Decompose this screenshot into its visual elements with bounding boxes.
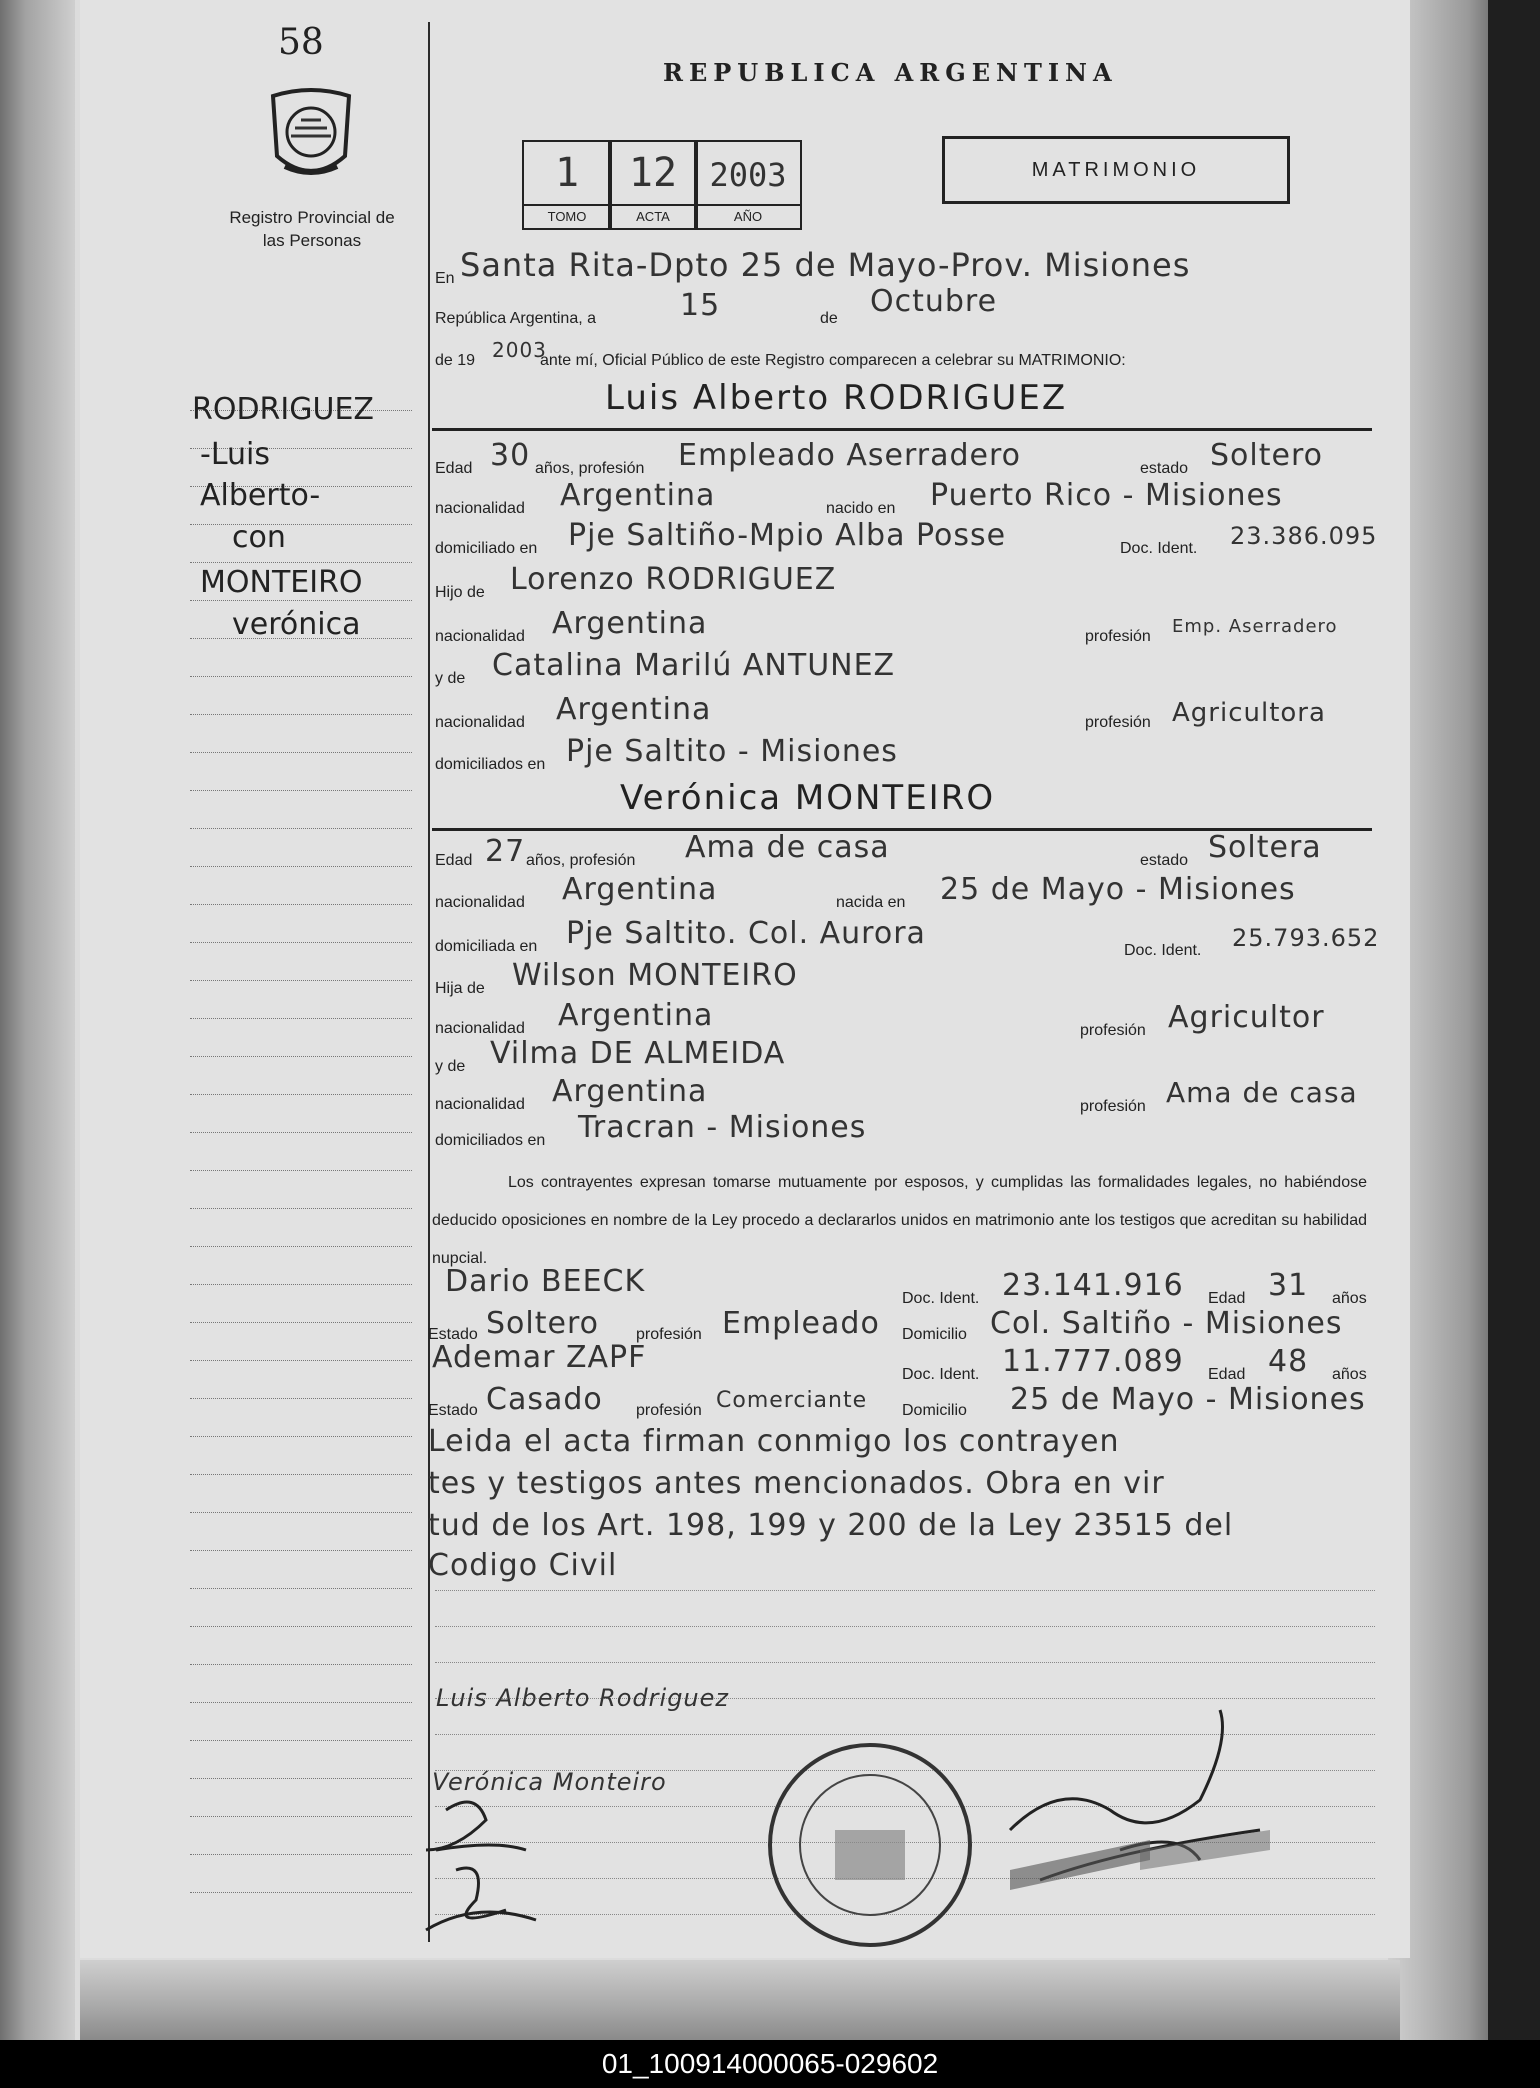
margin-ruled-line xyxy=(190,1816,412,1817)
book-binding xyxy=(0,0,75,2040)
tomo-box xyxy=(522,140,612,230)
label: Doc. Ident. xyxy=(902,1366,980,1383)
margin-line: MONTEIRO xyxy=(200,565,363,600)
margin-ruled-line xyxy=(190,1664,412,1665)
bride-name: Verónica MONTEIRO xyxy=(620,778,996,818)
label: nacionalidad xyxy=(435,500,525,517)
witness1-age: 31 xyxy=(1268,1268,1309,1303)
groom-signature: Luis Alberto Rodriguez xyxy=(436,1684,729,1712)
margin-ruled-line xyxy=(190,1398,412,1399)
label: Estado xyxy=(428,1326,478,1343)
label: nacida en xyxy=(836,894,906,911)
label: Edad xyxy=(435,852,473,869)
margin-line: con xyxy=(232,520,286,555)
label: profesión xyxy=(1085,714,1151,731)
label: profesión xyxy=(636,1326,702,1343)
witness1-id: 23.141.916 xyxy=(1002,1268,1184,1303)
margin-ruled-line xyxy=(190,1854,412,1855)
margin-ruled-line xyxy=(190,790,412,791)
label: años xyxy=(1332,1290,1367,1307)
label: Hija de xyxy=(435,980,485,997)
margin-ruled-line xyxy=(190,676,412,677)
groom-father: Lorenzo RODRIGUEZ xyxy=(510,562,837,597)
margin-ruled-line xyxy=(190,1436,412,1437)
groom-status: Soltero xyxy=(1210,438,1323,473)
groom-birthplace: Puerto Rico - Misiones xyxy=(930,478,1283,513)
margin-ruled-line xyxy=(190,1170,412,1171)
closing-line: tud de los Art. 198, 199 y 200 de la Ley 23515 del xyxy=(428,1508,1234,1543)
bride-parents-address: Tracran - Misiones xyxy=(578,1110,867,1145)
margin-ruled-line xyxy=(190,942,412,943)
label-de: de xyxy=(820,310,838,327)
margin-ruled-line xyxy=(190,1322,412,1323)
label: profesión xyxy=(636,1402,702,1419)
acta-box xyxy=(608,140,698,230)
scan-id: 01_100914000065-029602 xyxy=(601,2048,939,2079)
bride-father-occupation: Agricultor xyxy=(1168,1000,1325,1035)
margin-ruled-line xyxy=(190,828,412,829)
witness1-name: Dario BEECK xyxy=(445,1264,646,1299)
margin-ruled-line xyxy=(190,752,412,753)
bride-nationality: Argentina xyxy=(562,872,718,907)
witness-signature-icon xyxy=(416,1790,566,1940)
margin-ruled-line xyxy=(190,1474,412,1475)
bride-mother: Vilma DE ALMEIDA xyxy=(490,1036,786,1071)
margin-line: RODRIGUEZ xyxy=(192,392,374,427)
witness1-address: Col. Saltiño - Misiones xyxy=(990,1306,1343,1341)
label: profesión xyxy=(1080,1022,1146,1039)
label: y de xyxy=(435,670,466,687)
groom-father-occupation: Emp. Aserradero xyxy=(1172,616,1338,637)
label: Edad xyxy=(1208,1366,1246,1383)
margin-ruled-line xyxy=(190,904,412,905)
label: domiciliados en xyxy=(435,1132,546,1149)
margin-ruled-line xyxy=(190,1702,412,1703)
margin-ruled-line xyxy=(190,1626,412,1627)
day-value: 15 xyxy=(680,288,721,323)
misiones-coat-of-arms-icon xyxy=(265,86,357,186)
section-rule xyxy=(432,428,1372,431)
country-heading: REPUBLICA ARGENTINA xyxy=(663,58,1118,87)
margin-ruled-line xyxy=(190,1512,412,1513)
witness1-status: Soltero xyxy=(486,1306,599,1341)
bride-father-nationality: Argentina xyxy=(558,998,714,1033)
body-ruled-line xyxy=(435,1662,1375,1663)
label: nacionalidad xyxy=(435,1020,525,1037)
page-edges-bottom xyxy=(80,1960,1400,2040)
margin-line: -Luis xyxy=(200,437,270,472)
body-ruled-line xyxy=(435,1626,1375,1627)
closing-line: tes y testigos antes mencionados. Obra en vir xyxy=(428,1466,1165,1501)
witness2-id: 11.777.089 xyxy=(1002,1344,1184,1379)
label: domiciliado en xyxy=(435,540,538,557)
label: Hijo de xyxy=(435,584,485,601)
intro-text: ante mí, Oficial Público de este Registro comparecen a celebrar su MATRIMONIO: xyxy=(540,352,1126,369)
record-type: MATRIMONIO xyxy=(942,136,1290,204)
label: domiciliados en xyxy=(435,756,546,773)
bride-signature: Verónica Monteiro xyxy=(432,1768,667,1796)
label: nacido en xyxy=(826,500,896,517)
label: profesión xyxy=(1085,628,1151,645)
label-en: En xyxy=(435,270,455,287)
label: Edad xyxy=(435,460,473,477)
closing-line: Leida el acta firman conmigo los contrayen xyxy=(428,1424,1120,1459)
witness2-occupation: Comerciante xyxy=(716,1388,868,1413)
closing-line: Codigo Civil xyxy=(428,1548,618,1583)
bride-birthplace: 25 de Mayo - Misiones xyxy=(940,872,1296,907)
bride-mother-nationality: Argentina xyxy=(552,1074,708,1109)
label: nacionalidad xyxy=(435,628,525,645)
groom-mother-nationality: Argentina xyxy=(556,692,712,727)
groom-age: 30 xyxy=(490,438,531,473)
margin-ruled-line xyxy=(190,1740,412,1741)
margin-ruled-line xyxy=(190,1360,412,1361)
bride-occupation: Ama de casa xyxy=(685,830,890,865)
acta-value: 12 xyxy=(628,150,678,196)
margin-ruled-line xyxy=(190,1094,412,1095)
label: Doc. Ident. xyxy=(902,1290,980,1307)
groom-mother-occupation: Agricultora xyxy=(1172,698,1326,728)
groom-parents-address: Pje Saltito - Misiones xyxy=(566,734,898,769)
scan-footer xyxy=(0,2040,1540,2088)
margin-ruled-line xyxy=(190,1056,412,1057)
label: estado xyxy=(1140,460,1189,477)
margin-ruled-line xyxy=(190,1588,412,1589)
label: nacionalidad xyxy=(435,894,525,911)
margin-ruled-line xyxy=(190,1778,412,1779)
anio-label: AÑO xyxy=(696,204,800,228)
groom-occupation: Empleado Aserradero xyxy=(678,438,1021,473)
margin-divider xyxy=(428,22,430,1942)
label: nacionalidad xyxy=(435,714,525,731)
margin-ruled-line xyxy=(190,866,412,867)
bride-mother-occupation: Ama de casa xyxy=(1166,1076,1358,1109)
anio-value: 2003 xyxy=(709,156,787,194)
margin-ruled-line xyxy=(190,1892,412,1893)
bride-id: 25.793.652 xyxy=(1232,924,1380,952)
label: Edad xyxy=(1208,1290,1246,1307)
declaration-text: Los contrayentes expresan tomarse mutuamente por esposos, y cumplidas las formalidades legales, no habiéndose deducido oposiciones en nombre de la Ley procedo a declararlos unidos en matrimonio ante los testigos que acreditan su habilidad nupcial. xyxy=(432,1174,1367,1267)
bride-address: Pje Saltito. Col. Aurora xyxy=(566,916,926,951)
witness2-status: Casado xyxy=(486,1382,603,1417)
label: y de xyxy=(435,1058,466,1075)
label: estado xyxy=(1140,852,1189,869)
anio-box xyxy=(694,140,802,230)
groom-father-nationality: Argentina xyxy=(552,606,708,641)
margin-ruled-line xyxy=(190,714,412,715)
page-number: 58 xyxy=(278,22,324,63)
label: domiciliada en xyxy=(435,938,538,955)
place-value: Santa Rita-Dpto 25 de Mayo-Prov. Misiones xyxy=(460,246,1191,284)
month-value: Octubre xyxy=(870,284,998,319)
body-ruled-line xyxy=(435,1590,1375,1591)
margin-ruled-line xyxy=(190,1132,412,1133)
year-value: 2003 xyxy=(492,338,547,362)
witness2-name: Ademar ZAPF xyxy=(432,1340,647,1375)
witness2-age: 48 xyxy=(1268,1344,1309,1379)
groom-id: 23.386.095 xyxy=(1230,522,1378,550)
label: Domicilio xyxy=(902,1402,967,1419)
label: Doc. Ident. xyxy=(1120,540,1198,557)
label: Estado xyxy=(428,1402,478,1419)
margin-line: Alberto- xyxy=(200,478,321,513)
margin-ruled-line xyxy=(190,524,412,525)
groom-name: Luis Alberto RODRIGUEZ xyxy=(605,378,1068,418)
label-de-year: de 19 xyxy=(435,352,476,369)
margin-line: verónica xyxy=(232,607,361,642)
groom-nationality: Argentina xyxy=(560,478,716,513)
margin-ruled-line xyxy=(190,1246,412,1247)
official-signature-icon xyxy=(1000,1700,1280,1920)
tomo-value: 1 xyxy=(554,150,580,196)
margin-ruled-line xyxy=(190,1018,412,1019)
tomo-label: TOMO xyxy=(524,204,610,228)
margin-ruled-line xyxy=(190,980,412,981)
label-republica: República Argentina, a xyxy=(435,310,596,327)
groom-mother: Catalina Marilú ANTUNEZ xyxy=(492,648,896,683)
bride-father: Wilson MONTEIRO xyxy=(512,958,798,993)
label: años, profesión xyxy=(535,460,645,477)
label: nacionalidad xyxy=(435,1096,525,1113)
label: años xyxy=(1332,1366,1367,1383)
margin-ruled-line xyxy=(190,1208,412,1209)
bride-age: 27 xyxy=(485,834,526,869)
bride-status: Soltera xyxy=(1208,830,1322,865)
margin-ruled-line xyxy=(190,1550,412,1551)
label: Doc. Ident. xyxy=(1124,942,1202,959)
acta-label: ACTA xyxy=(610,204,696,228)
margin-ruled-line xyxy=(190,600,412,601)
registry-name: Registro Provincial de las Personas xyxy=(229,208,395,250)
official-round-stamp-icon xyxy=(765,1740,975,1950)
witness2-address: 25 de Mayo - Misiones xyxy=(1010,1382,1366,1417)
witness1-occupation: Empleado xyxy=(722,1306,880,1341)
margin-ruled-line xyxy=(190,562,412,563)
label: Domicilio xyxy=(902,1326,967,1343)
label: profesión xyxy=(1080,1098,1146,1115)
groom-address: Pje Saltiño-Mpio Alba Posse xyxy=(568,518,1007,553)
label: años, profesión xyxy=(526,852,636,869)
margin-ruled-line xyxy=(190,1284,412,1285)
